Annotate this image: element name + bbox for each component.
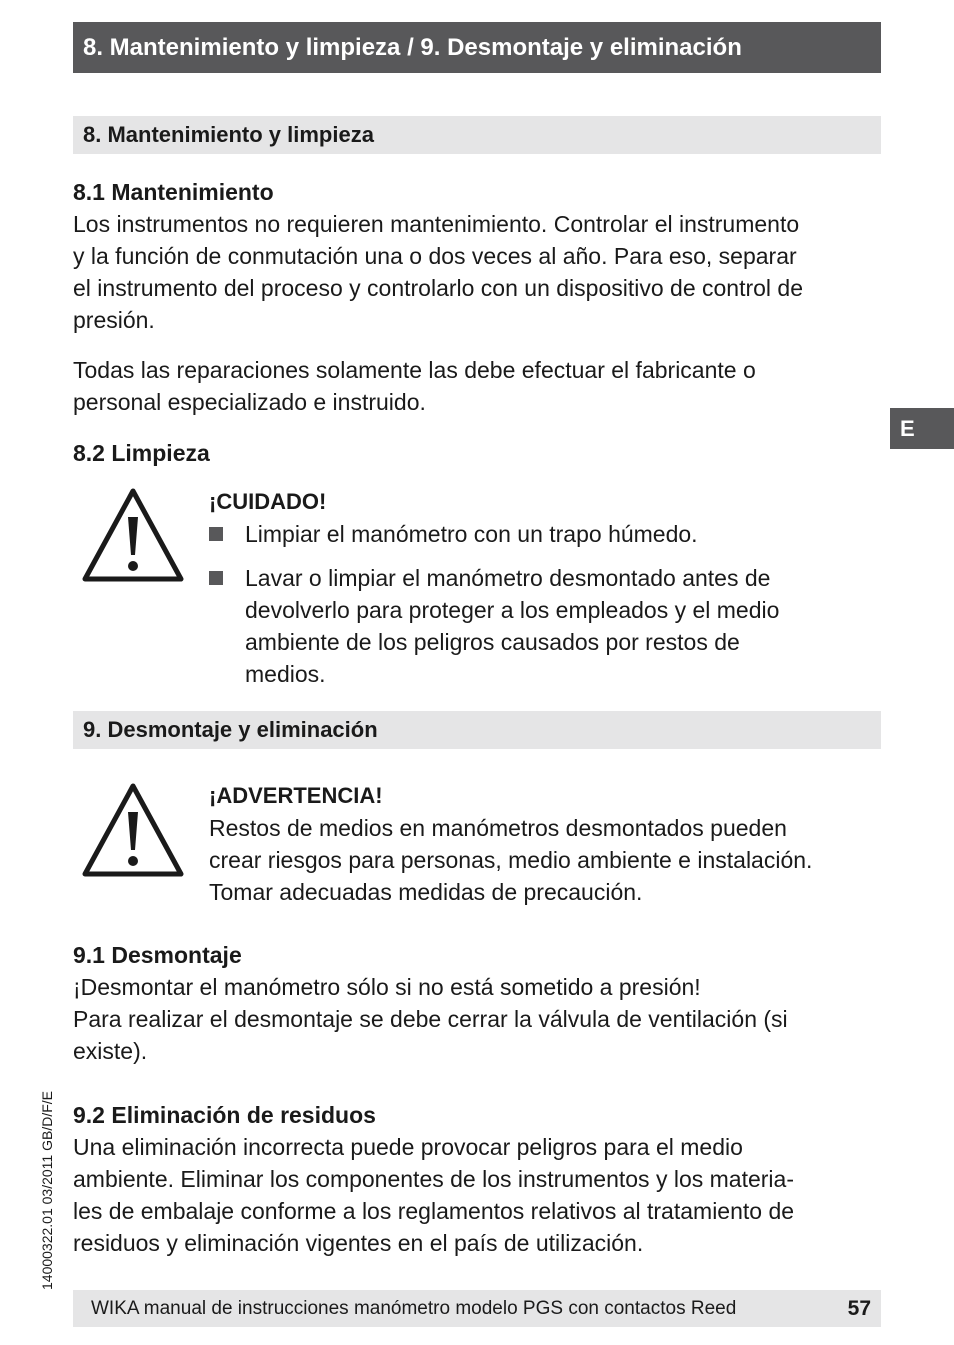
bullet-line: medios. — [245, 661, 326, 687]
subsection-9-1 — [73, 939, 885, 1067]
bullet-text: Limpiar el manómetro con un trapo húmedo. — [245, 521, 698, 547]
square-bullet-icon — [209, 527, 223, 541]
paragraph-line: y la función de conmutación una o dos veces al año. Para eso, separar — [73, 243, 797, 269]
bullet-line: ambiente de los peligros causados por restos de — [245, 629, 740, 655]
page-header-title: 8. Mantenimiento y limpieza / 9. Desmontaje y eliminación — [73, 22, 881, 73]
warning-triangle-icon — [82, 487, 184, 583]
paragraph-line: les de embalaje conforme a los reglamentos relativos al tratamiento de — [73, 1198, 795, 1224]
subsection-9-1-heading: 9.1 Desmontaje — [73, 942, 242, 968]
bullet-line: Lavar o limpiar el manómetro desmontado antes de — [245, 565, 771, 591]
paragraph-line: Para realizar el desmontaje se debe cerrar la válvula de ventilación (si — [73, 1006, 788, 1032]
list-item — [209, 562, 889, 690]
caution-title: ¡CUIDADO! — [209, 489, 327, 514]
footer-title: WIKA manual de instrucciones manómetro modelo PGS con contactos Reed — [91, 1298, 737, 1319]
page-number: 57 — [847, 1297, 871, 1320]
paragraph-line: existe). — [73, 1038, 148, 1064]
paragraph-line: Todas las reparaciones solamente las debe efectuar el fabricante o — [73, 357, 756, 383]
paragraph-line: presión. — [73, 307, 155, 333]
section-8-title: 8. Mantenimiento y limpieza — [73, 116, 881, 154]
language-tab: E — [890, 408, 954, 449]
document-code: 14000322.01 03/2011 GB/D/F/E — [39, 1091, 55, 1290]
subsection-8-2-heading: 8.2 Limpieza — [73, 440, 210, 466]
paragraph-line: personal especializado e instruido. — [73, 389, 426, 415]
list-item — [209, 518, 889, 550]
subsection-8-1-heading: 8.1 Mantenimiento — [73, 179, 274, 205]
section-9-title: 9. Desmontaje y eliminación — [73, 711, 881, 749]
paragraph-line: residuos y eliminación vigentes en el país de utilización. — [73, 1230, 644, 1256]
subsection-9-2 — [73, 1099, 885, 1259]
paragraph-line: Los instrumentos no requieren mantenimiento. Controlar el instrumento — [73, 211, 800, 237]
bullet-line: devolverlo para proteger a los empleados y el medio — [245, 597, 780, 623]
paragraph-line: el instrumento del proceso y controlarlo con un dispositivo de control de — [73, 275, 804, 301]
warning-block — [209, 780, 889, 908]
paragraph-line: crear riesgos para personas, medio ambiente e instalación. — [209, 847, 813, 873]
subsection-8-2 — [73, 437, 210, 469]
warning-title: ¡ADVERTENCIA! — [209, 783, 383, 808]
square-bullet-icon — [209, 571, 223, 585]
paragraph-line: Restos de medios en manómetros desmontados pueden — [209, 815, 787, 841]
warning-triangle-icon — [82, 782, 184, 878]
page-footer — [73, 1290, 881, 1327]
paragraph-line: Tomar adecuadas medidas de precaución. — [209, 879, 643, 905]
subsection-9-2-heading: 9.2 Eliminación de residuos — [73, 1102, 376, 1128]
paragraph-line: Una eliminación incorrecta puede provocar peligros para el medio — [73, 1134, 743, 1160]
subsection-8-1 — [73, 176, 885, 418]
paragraph-line: ambiente. Eliminar los componentes de los instrumentos y los materia- — [73, 1166, 794, 1192]
paragraph-line: ¡Desmontar el manómetro sólo si no está sometido a presión! — [73, 974, 701, 1000]
caution-block — [209, 486, 889, 690]
